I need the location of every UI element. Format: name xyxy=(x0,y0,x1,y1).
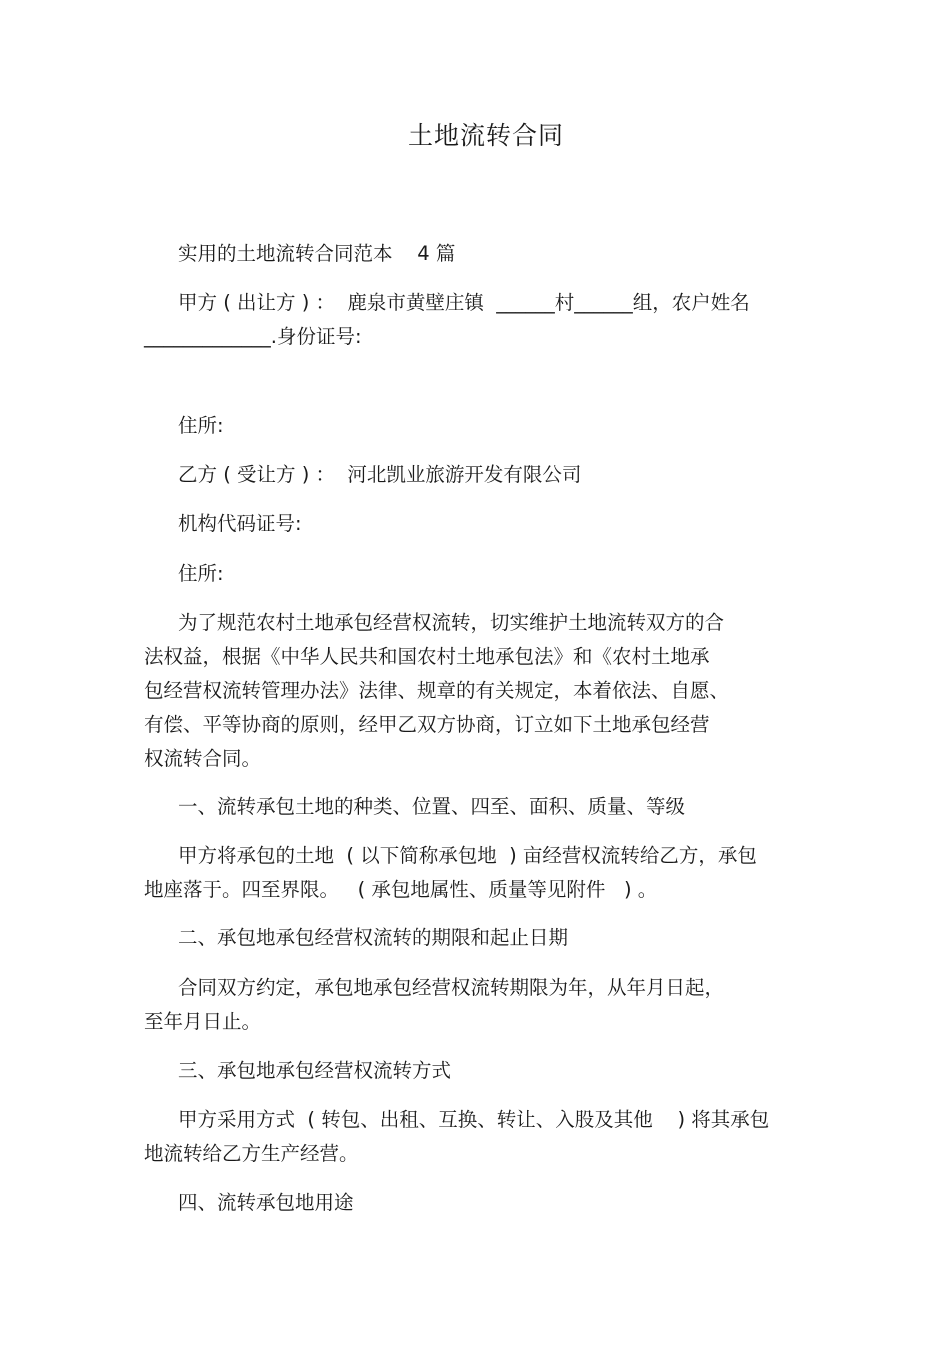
party-b-address: 住所: xyxy=(178,562,224,585)
section-3-body-2: 地流转给乙方生产经营。 xyxy=(144,1142,359,1165)
section-3-heading: 三、承包地承包经营权流转方式 xyxy=(178,1059,452,1082)
section-3-body-1: 甲方采用方式 ( 转包、出租、互换、转让、入股及其他 ) 将其承包 xyxy=(178,1108,770,1131)
party-a-line: 甲方 ( 出让方 ) ： 鹿泉市黄壁庄镇 ______村______组，农户姓名 xyxy=(178,291,750,314)
document-title: 土地流转合同 xyxy=(407,121,564,150)
preamble-line-4: 有偿、平等协商的原则，经甲乙双方协商，订立如下土地承包经营 xyxy=(144,713,710,736)
preamble-line-1: 为了规范农村土地承包经营权流转，切实维护土地流转双方的合 xyxy=(178,611,725,634)
org-code-line: 机构代码证号: xyxy=(178,512,302,535)
section-1-body-2: 地座落于。四至界限。 ( 承包地属性、质量等见附件 ) 。 xyxy=(144,878,658,901)
party-b-line: 乙方 ( 受让方 ) ： 河北凯业旅游开发有限公司 xyxy=(178,463,582,486)
section-1-heading: 一、流转承包土地的种类、位置、四至、面积、质量、等级 xyxy=(178,795,686,818)
preamble-line-2: 法权益，根据《中华人民共和国农村土地承包法》和《农村土地承 xyxy=(144,645,710,668)
party-a-address: 住所: xyxy=(178,414,224,437)
section-2-heading: 二、承包地承包经营权流转的期限和起止日期 xyxy=(178,926,569,949)
party-a-id-line: _____________.身份证号: xyxy=(144,325,362,348)
subtitle-line: 实用的土地流转合同范本 4 篇 xyxy=(178,242,456,265)
section-2-body-1: 合同双方约定，承包地承包经营权流转期限为年，从年月日起， xyxy=(178,976,725,999)
section-2-body-2: 至年月日止。 xyxy=(144,1010,262,1033)
preamble-line-5: 权流转合同。 xyxy=(144,747,262,770)
section-1-body-1: 甲方将承包的土地 ( 以下简称承包地 ) 亩经营权流转给乙方，承包 xyxy=(178,844,757,867)
preamble-line-3: 包经营权流转管理办法》法律、规章的有关规定，本着依法、自愿、 xyxy=(144,679,730,702)
section-4-heading: 四、流转承包地用途 xyxy=(178,1191,354,1214)
